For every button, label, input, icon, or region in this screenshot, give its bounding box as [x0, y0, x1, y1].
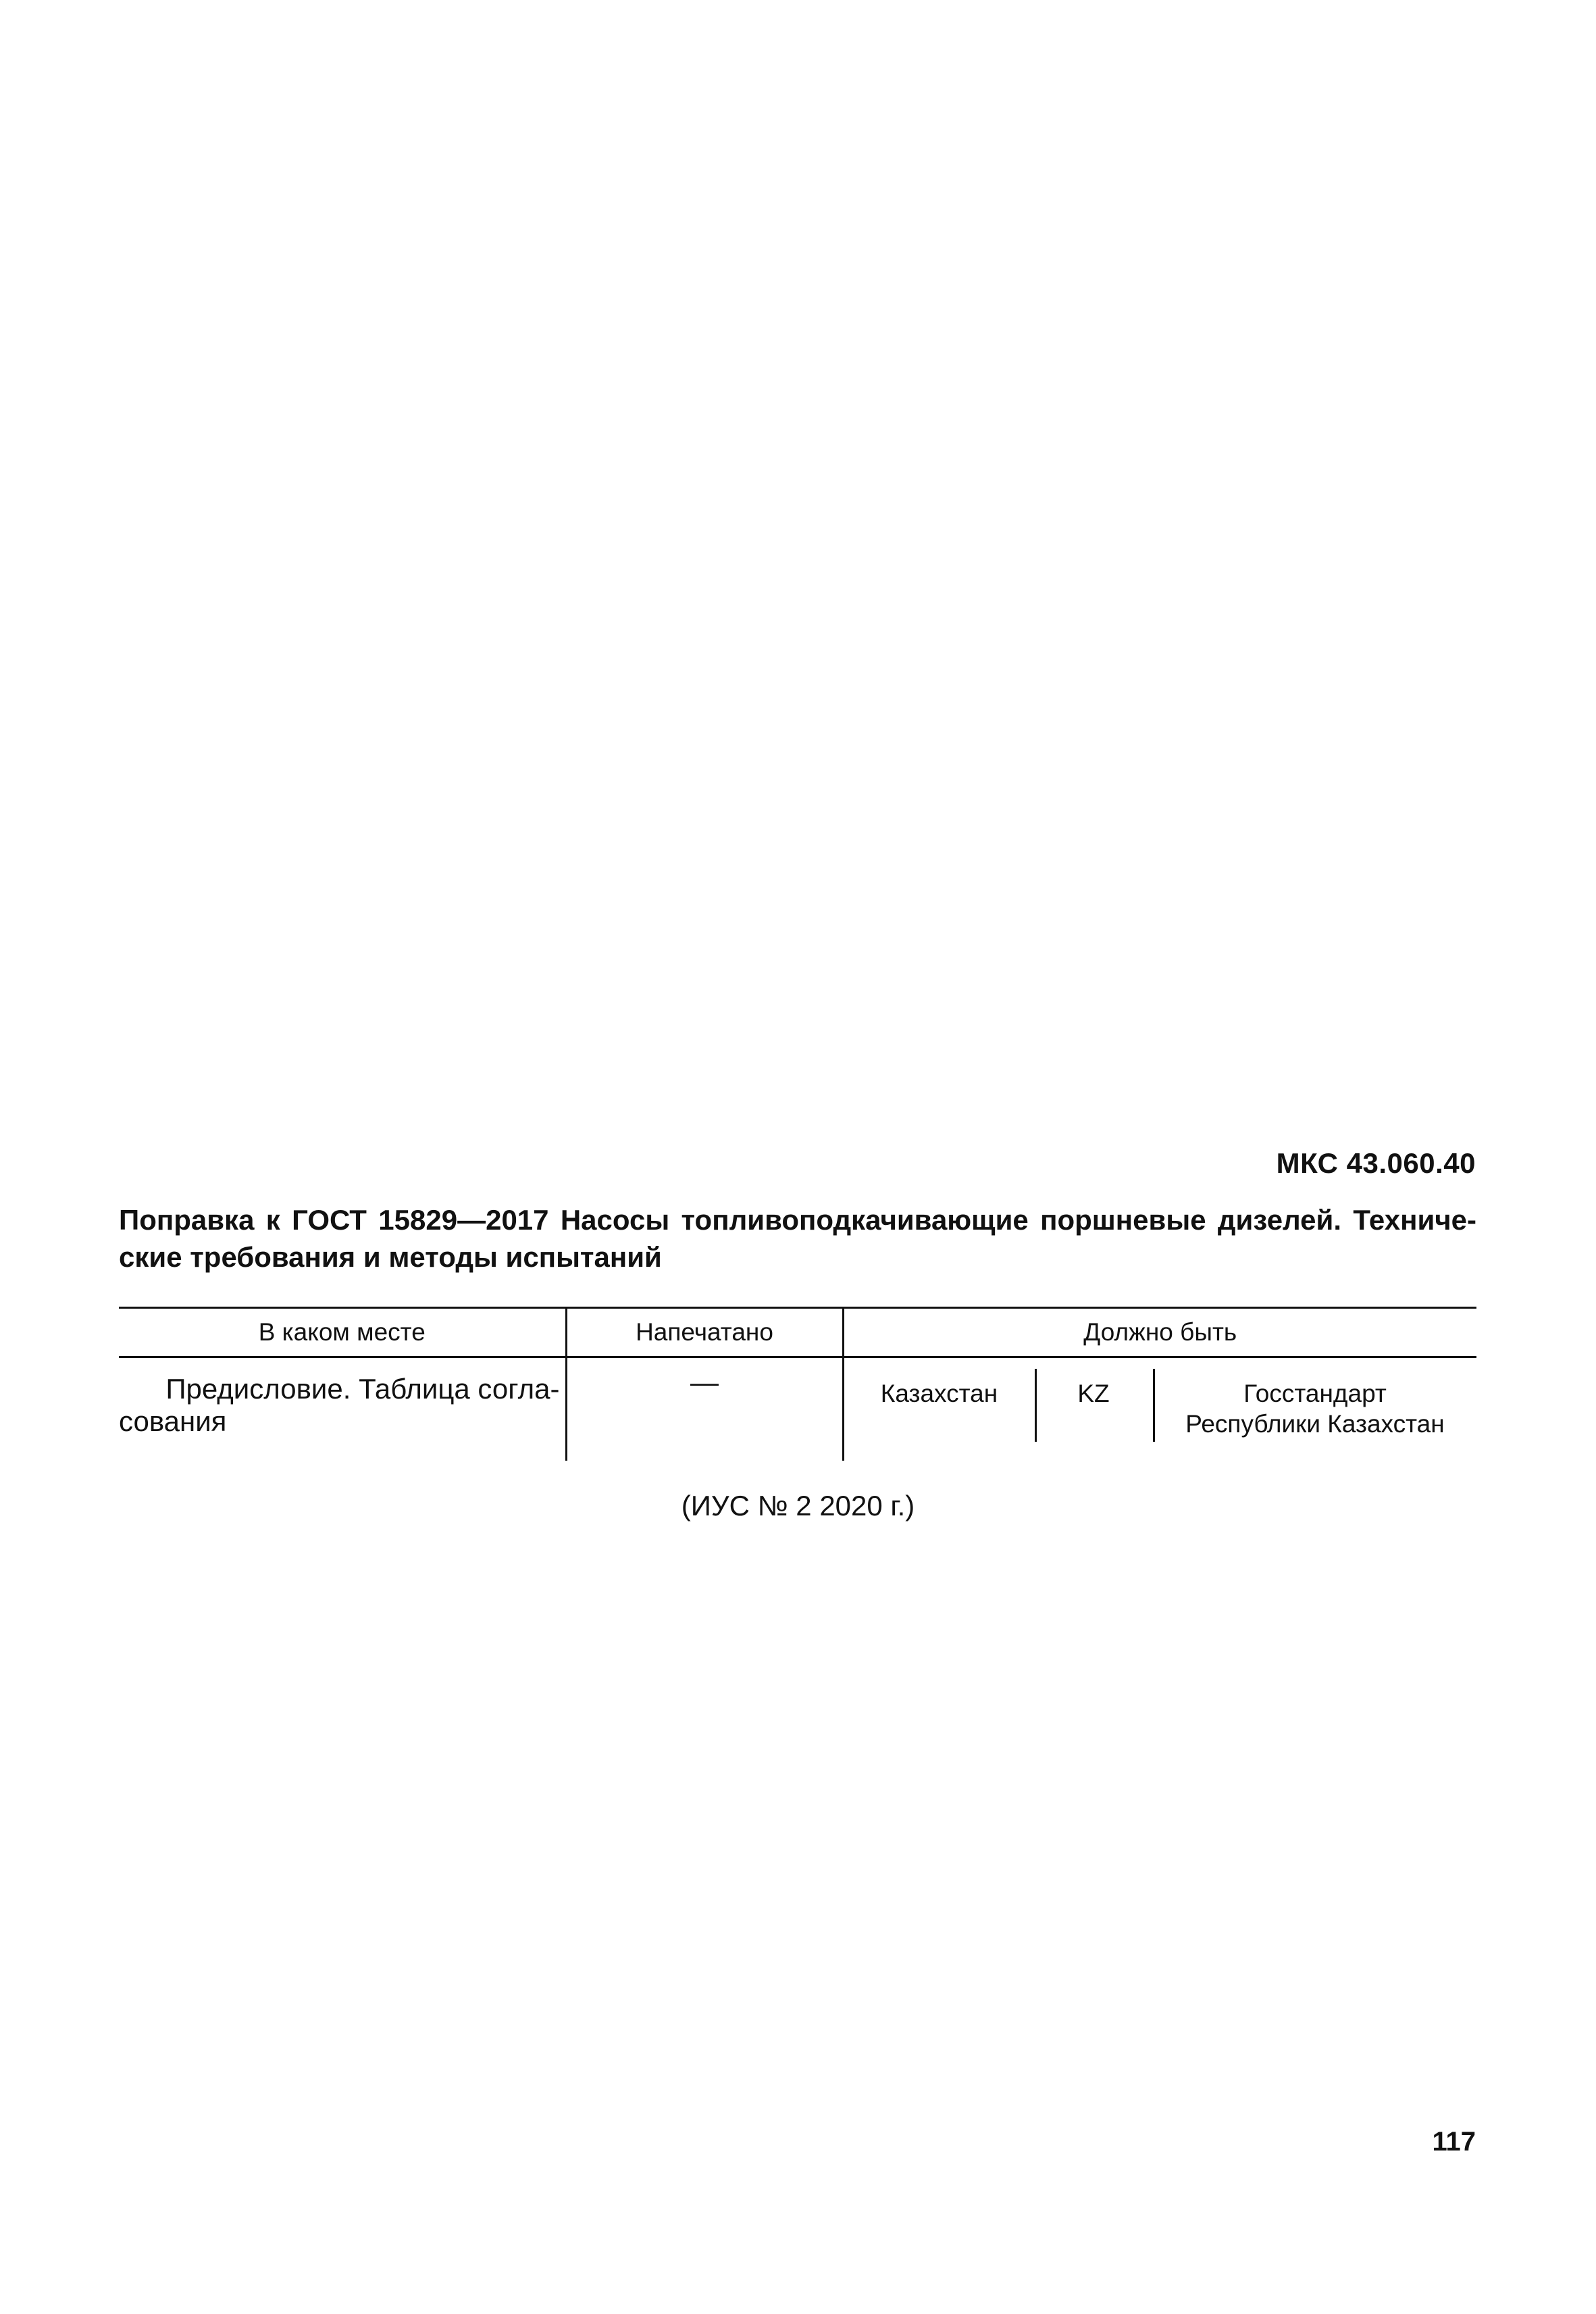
- should-be-code: KZ: [1077, 1380, 1110, 1407]
- org-line-2: Республики Казахстан: [1185, 1410, 1445, 1438]
- cell-place: [119, 1357, 566, 1461]
- should-be-organization: [1153, 1378, 1478, 1439]
- mks-code: МКС 43.060.40: [1276, 1147, 1476, 1179]
- column-header-printed: Напечатано: [566, 1308, 843, 1357]
- should-be-country: Казахстан: [880, 1380, 998, 1407]
- page-number: 117: [1432, 2127, 1476, 2157]
- org-line-1: Госстандарт: [1243, 1380, 1387, 1407]
- ius-reference: (ИУС № 2 2020 г.): [681, 1490, 915, 1521]
- amendment-table: [119, 1307, 1476, 1461]
- amendment-title: [119, 1201, 1476, 1276]
- column-header-should-be: Должно быть: [843, 1308, 1476, 1357]
- place-line-2: сования: [119, 1405, 227, 1437]
- title-line-2: ские требования и методы испытаний: [119, 1241, 662, 1273]
- place-line-1: Предисловие. Таблица согла-: [165, 1373, 560, 1405]
- cell-should-be: [843, 1357, 1476, 1461]
- printed-value: —: [690, 1366, 719, 1398]
- table-header-row: [119, 1308, 1476, 1357]
- title-line-1: Поправка к ГОСТ 15829—2017 Насосы топливоподкачивающие поршневые дизелей. Техниче-: [119, 1204, 1476, 1236]
- cell-printed: [566, 1357, 843, 1461]
- column-header-place: В каком месте: [119, 1308, 566, 1357]
- table-row: [119, 1357, 1476, 1461]
